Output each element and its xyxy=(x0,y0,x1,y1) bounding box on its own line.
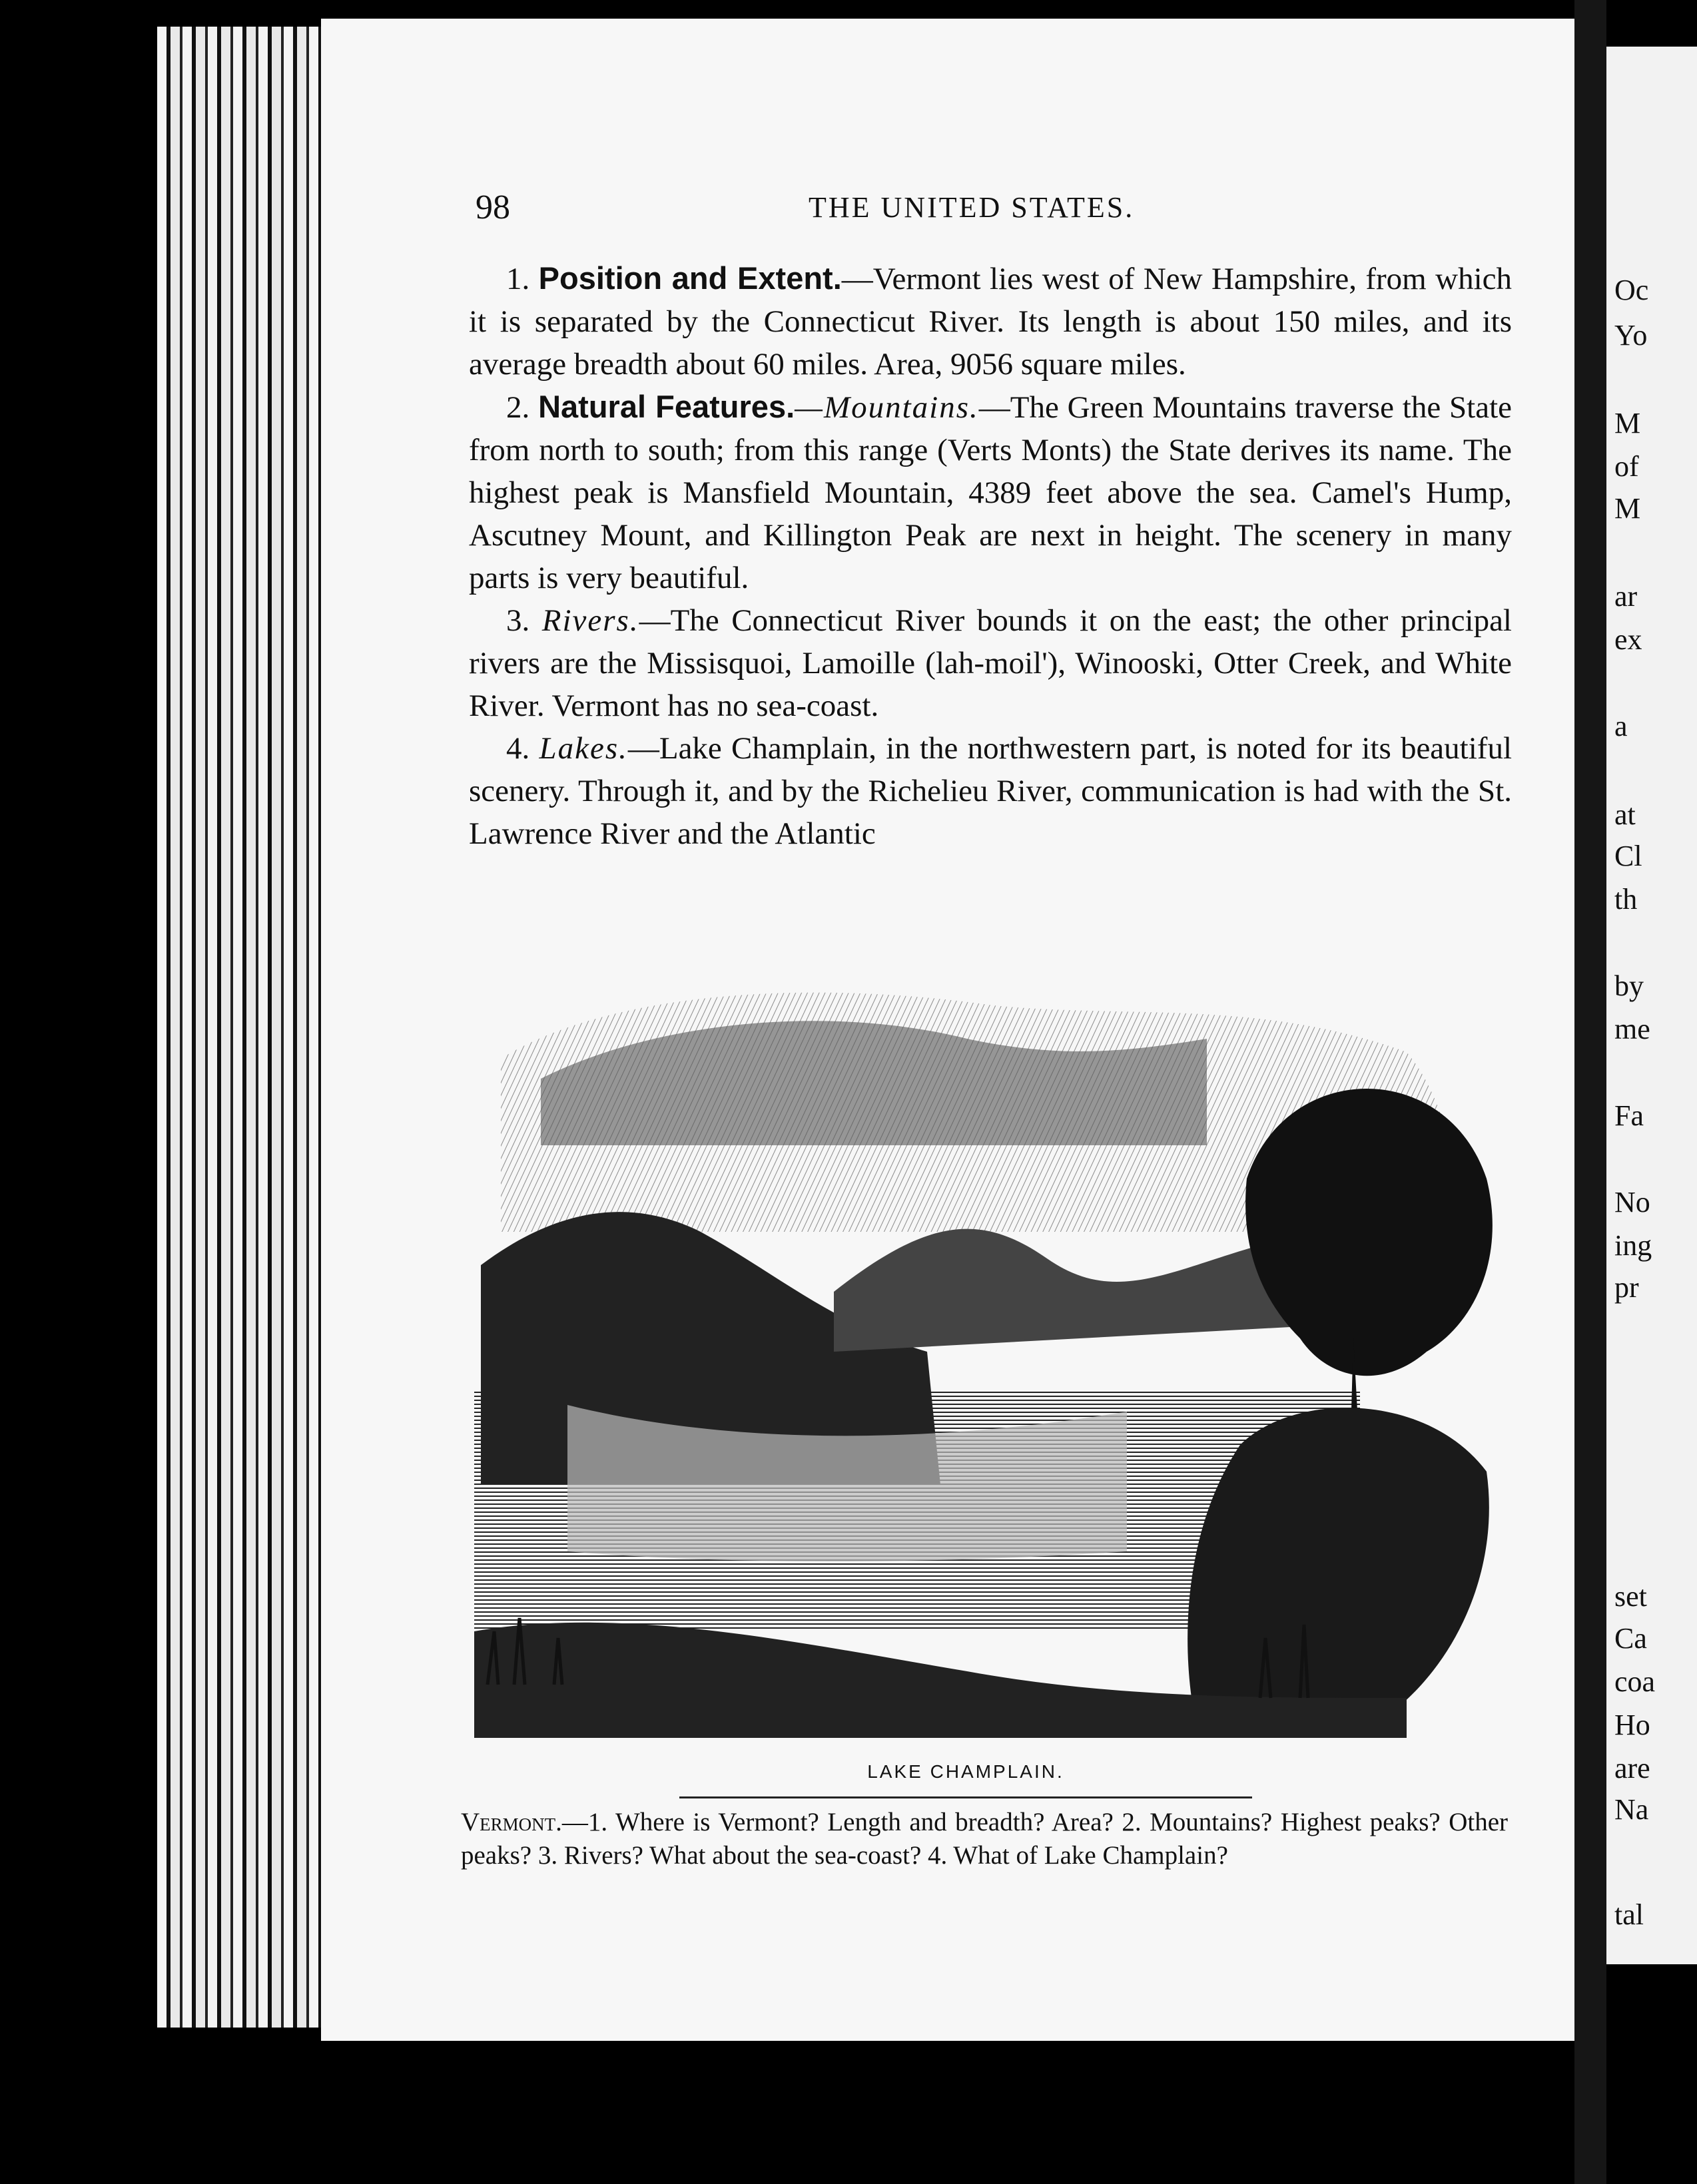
facing-page-text: Fa xyxy=(1614,1099,1644,1132)
lake-champlain-engraving xyxy=(461,979,1508,1751)
facing-page-text: Ca xyxy=(1614,1622,1647,1655)
section-subheading: —Mountains. xyxy=(795,390,979,425)
page-number: 98 xyxy=(476,188,510,226)
facing-page-text: of xyxy=(1614,450,1639,483)
facing-page-text: are xyxy=(1614,1752,1650,1784)
facing-page-text: No xyxy=(1614,1186,1650,1219)
paragraph-text: —The Connecticut River bounds it on the east; the other principal rivers are the Missisquoi, Lamoille (lah-moil'), Winooski, Otter Creek, and White River. Vermont has no sea-coast. xyxy=(469,603,1512,723)
paragraph-text: —The Green Mountains traverse the State from north to south; from this range (Verts Monts) the State derives its name. The highest peak is Mansfield Mountain, 4389 feet above the sea. Camel's Hump, Ascutney Mount, and Killington Peak are next in height. The scenery in many parts is very beautiful. xyxy=(469,390,1513,595)
section-number: 2. xyxy=(506,390,530,425)
facing-page-text: M xyxy=(1614,492,1641,525)
divider xyxy=(679,1796,1252,1798)
facing-page-text: Ho xyxy=(1614,1709,1650,1741)
figure-caption: LAKE CHAMPLAIN. xyxy=(867,1761,1064,1782)
running-title: THE UNITED STATES. xyxy=(809,191,1135,224)
facing-page-text: Na xyxy=(1614,1793,1649,1826)
review-questions xyxy=(461,1806,1508,1872)
paragraph-text: —Lake Champlain, in the northwestern part, is noted for its beautiful scenery. Through it, and by the Richelieu River, communication is had with the St. Lawrence River and the Atlantic xyxy=(469,731,1512,851)
paragraph-text: —Vermont lies west of New Hampshire, from which it is separated by the Connecticut River. Its length is about 150 miles, and its average breadth about 60 miles. Area, 9056 square miles. xyxy=(469,262,1512,382)
facing-page-text: coa xyxy=(1614,1665,1656,1698)
facing-page-text: at xyxy=(1614,798,1636,831)
paragraph xyxy=(469,727,1512,855)
facing-page-text: me xyxy=(1614,1013,1650,1045)
facing-page-fragment xyxy=(1606,47,1697,1964)
section-heading: Natural Features. xyxy=(538,389,795,424)
facing-page-text: ex xyxy=(1614,623,1642,656)
section-number: 4. xyxy=(506,731,530,766)
facing-page-text: ar xyxy=(1614,580,1638,613)
page-header xyxy=(476,188,1511,228)
paragraph xyxy=(469,599,1512,727)
paragraph xyxy=(469,386,1512,599)
facing-page-text: set xyxy=(1614,1580,1647,1613)
section-number: 3. xyxy=(506,603,530,638)
facing-page-text: by xyxy=(1614,969,1644,1002)
facing-page-text: pr xyxy=(1614,1271,1639,1304)
facing-page-text: th xyxy=(1614,883,1638,916)
section-subheading: Rivers. xyxy=(541,603,639,638)
section-number: 1. xyxy=(506,262,530,296)
book-gutter xyxy=(1574,0,1606,2184)
section-subheading: Lakes. xyxy=(539,731,628,766)
questions-lead: Vermont. xyxy=(461,1808,562,1836)
facing-page-text: Yo xyxy=(1614,319,1648,352)
facing-page-text: ing xyxy=(1614,1229,1652,1262)
book-page-edges xyxy=(157,27,321,2028)
facing-page-text: Oc xyxy=(1614,274,1649,306)
facing-page-text: a xyxy=(1614,710,1628,742)
page-body xyxy=(469,257,1512,855)
section-heading: Position and Extent. xyxy=(538,260,842,296)
facing-page-text: M xyxy=(1614,407,1641,439)
facing-page-text: tal xyxy=(1614,1898,1644,1931)
paragraph xyxy=(469,257,1512,386)
questions-text: —1. Where is Vermont? Length and breadth? Area? 2. Mountains? Highest peaks? Other peaks? 3. Rivers? What about the sea-coast? 4. What of Lake Champlain? xyxy=(461,1808,1508,1870)
facing-page-text: Cl xyxy=(1614,840,1642,872)
